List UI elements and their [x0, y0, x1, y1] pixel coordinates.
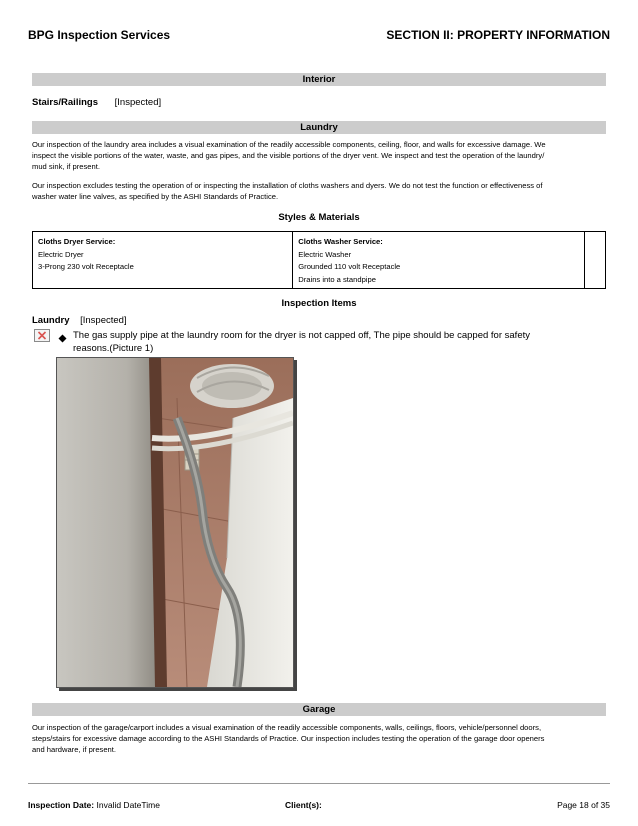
- laundry-para2-line1: Our inspection excludes testing the operation of or inspecting the installation of cloths washers and dyers. We do not test the function or effectiveness of: [32, 181, 543, 190]
- stairs-row: [32, 97, 161, 108]
- footer-date: [28, 800, 160, 810]
- washer-heading: Cloths Washer Service:: [298, 237, 383, 246]
- dryer-heading: Cloths Dryer Service:: [38, 237, 116, 246]
- comment-line1: The gas supply pipe at the laundry room for the dryer is not capped off, The pipe should be capped for safety: [73, 330, 530, 341]
- styles-materials-table: [32, 231, 606, 289]
- defect-x-icon: [34, 329, 50, 342]
- garage-line3: and hardware, if present.: [32, 745, 117, 754]
- laundry-para1-line3: mud sink, if present.: [32, 162, 100, 171]
- laundry-item-row: [32, 315, 127, 326]
- laundry-para1-line1: Our inspection of the laundry area includes a visual examination of the readily accessible components, ceiling, floor, and walls for excessive damage. We: [32, 140, 546, 149]
- footer-page-number: Page 18 of 35: [557, 800, 610, 810]
- laundry-para2-line2: washer water line valves, as specified by the ASHI Standards of Practice.: [32, 192, 279, 201]
- washer-item: Drains into a standpipe: [298, 274, 376, 284]
- diamond-bullet-icon: [58, 330, 67, 339]
- garage-line1: Our inspection of the garage/carport includes a visual examination of the readily accessible components, walls, ceilings, floors, vehicle/personnel doors,: [32, 723, 542, 732]
- garage-line2: steps/stairs for excessive damage according to the ASHI Standards of Practice. Our inspection includes testing the operation of the garage door openers: [32, 734, 545, 743]
- garage-bar: Garage: [32, 703, 606, 716]
- laundry-photo: [56, 357, 294, 688]
- comment-line2: reasons.(Picture 1): [73, 343, 154, 354]
- company-name: BPG Inspection Services: [28, 28, 171, 42]
- washer-item: Grounded 110 volt Receptacle: [298, 262, 401, 271]
- footer-date-value: Invalid DateTime: [96, 800, 160, 810]
- styles-materials-title: Styles & Materials: [278, 212, 360, 223]
- defect-comment: [73, 329, 603, 355]
- dryer-service-cell: [33, 232, 293, 289]
- footer-divider: [28, 783, 610, 784]
- empty-cell: [585, 232, 606, 289]
- footer-date-label: Inspection Date:: [28, 800, 95, 810]
- laundry-bar: Laundry: [32, 121, 606, 134]
- laundry-para1-line2: inspect the visible portions of the water, waste, and gas pipes, and the visible portions of the dryer vent. We inspect and test the operation of the laundry/: [32, 151, 545, 160]
- laundry-exclusion-paragraph: [32, 180, 604, 202]
- section-title: SECTION II: PROPERTY INFORMATION: [386, 28, 610, 42]
- interior-bar: Interior: [32, 73, 606, 86]
- dryer-item: Electric Dryer: [38, 249, 84, 259]
- washer-item: Electric Washer: [298, 249, 352, 259]
- inspection-items-title: Inspection Items: [281, 298, 357, 309]
- washer-service-cell: [293, 232, 585, 289]
- laundry-intro-paragraph: [32, 139, 604, 172]
- stairs-label: Stairs/Railings: [32, 97, 98, 108]
- footer-client-label: Client(s):: [285, 800, 322, 810]
- stairs-status: [Inspected]: [114, 97, 162, 108]
- dryer-item: 3-Prong 230 volt Receptacle: [38, 262, 134, 271]
- laundry-item-status: [Inspected]: [80, 315, 127, 326]
- laundry-item-label: Laundry: [32, 315, 70, 326]
- page-header: [28, 28, 610, 44]
- garage-paragraph: [32, 722, 604, 755]
